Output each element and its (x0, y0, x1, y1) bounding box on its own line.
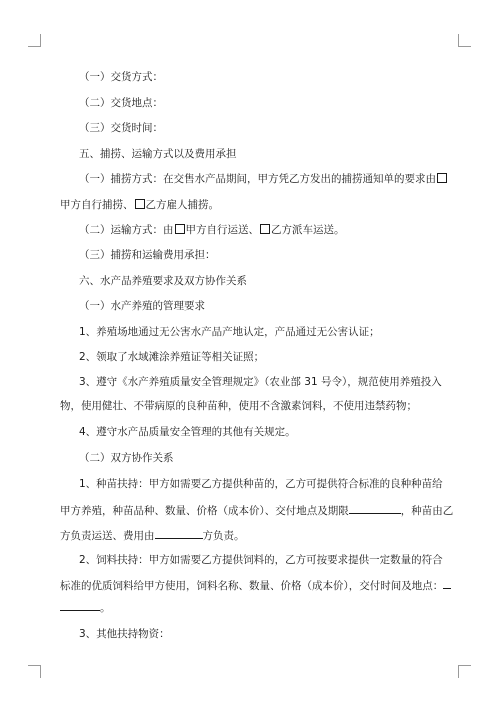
feed-support-line-2 (60, 577, 460, 593)
requirement-3: 3、遵守《水产养殖质量安全管理规定》（农业部 31 号令），规范使用养殖投入 (79, 376, 442, 388)
transport-method-text: （二）运输方式：由 (79, 224, 174, 236)
blank-field (155, 527, 203, 539)
fishing-method-line (79, 172, 460, 186)
transport-method-line (79, 223, 460, 237)
requirement-1: 1、养殖场地通过无公害水产品产地认定，产品通过无公害认证； (79, 326, 380, 338)
blank-field (349, 502, 401, 514)
seedling-support-line-2 (60, 502, 460, 518)
section-6-heading: 六、水产品养殖要求及双方协作关系 (79, 275, 247, 287)
management-requirements-heading: （一）水产养殖的管理要求 (79, 300, 205, 312)
cooperation-heading: （二）双方协作关系 (79, 452, 174, 464)
fishing-method-text: （一）捕捞方式：在交售水产品期间，甲方凭乙方发出的捕捞通知单的要求由 (79, 173, 436, 185)
blank-field (60, 599, 100, 611)
section-5-heading: 五、捕捞、运输方式以及费用承担 (79, 148, 237, 160)
seedling-support-line: 1、种苗扶持：甲方如需要乙方提供种苗的，乙方可提供符合标准的良种种苗给 (79, 478, 443, 490)
seedling-cost-text-end: 方负责。 (202, 530, 245, 542)
seedling-support-text-end: ，种苗由乙 (400, 505, 454, 517)
requirement-2: 2、领取了水域滩涂养殖证等相关证照； (79, 351, 265, 363)
corner-mark-top-left (28, 34, 41, 47)
transport-option-a: 甲方自行运送、 (185, 224, 259, 236)
corner-mark-bottom-left (28, 665, 41, 678)
cost-bearing-line: （三）捕捞和运输费用承担： (79, 249, 216, 261)
feed-support-text: 标准的优质饲料给甲方使用，饲料名称、数量、价格（成本价），交付时间及地点： (60, 580, 444, 592)
feed-support-line: 2、饲料扶持：甲方如需要乙方提供饲料的，乙方可按要求提供一定数量的符合 (79, 554, 443, 566)
corner-mark-bottom-right (458, 665, 471, 678)
fishing-option-b: 乙方雇人捕捞。 (145, 199, 219, 211)
delivery-method-line: （一）交货方式： (79, 71, 163, 83)
checkbox (437, 173, 447, 183)
delivery-time-line: （三）交货时间： (79, 122, 163, 134)
seedling-support-line-3 (60, 527, 460, 543)
other-support-line: 3、其他扶持物资： (79, 628, 170, 640)
fishing-option-a: 甲方自行捕捞、 (60, 199, 134, 211)
checkbox (175, 224, 185, 234)
seedling-cost-text: 方负责运送、费用由 (60, 530, 155, 542)
requirement-4: 4、遵守水产品质量安全管理的其他有关规定。 (79, 426, 296, 438)
delivery-place-line: （二）交货地点： (79, 97, 163, 109)
fishing-options-line (60, 198, 460, 212)
checkbox (260, 224, 270, 234)
feed-support-line-3 (60, 599, 460, 615)
feed-support-end: 。 (100, 602, 111, 614)
seedling-support-text: 甲方养殖，种苗品种、数量、价格（成本价）、交付地点及期限 (60, 505, 349, 517)
transport-option-b: 乙方派车运送。 (271, 224, 345, 236)
corner-mark-top-right (458, 34, 471, 47)
blank-field (443, 577, 451, 589)
requirement-3-continued: 物，使用健壮、不带病原的良种苗种，使用不含激素饲料，不使用违禁药物； (60, 400, 417, 412)
checkbox (135, 199, 145, 209)
